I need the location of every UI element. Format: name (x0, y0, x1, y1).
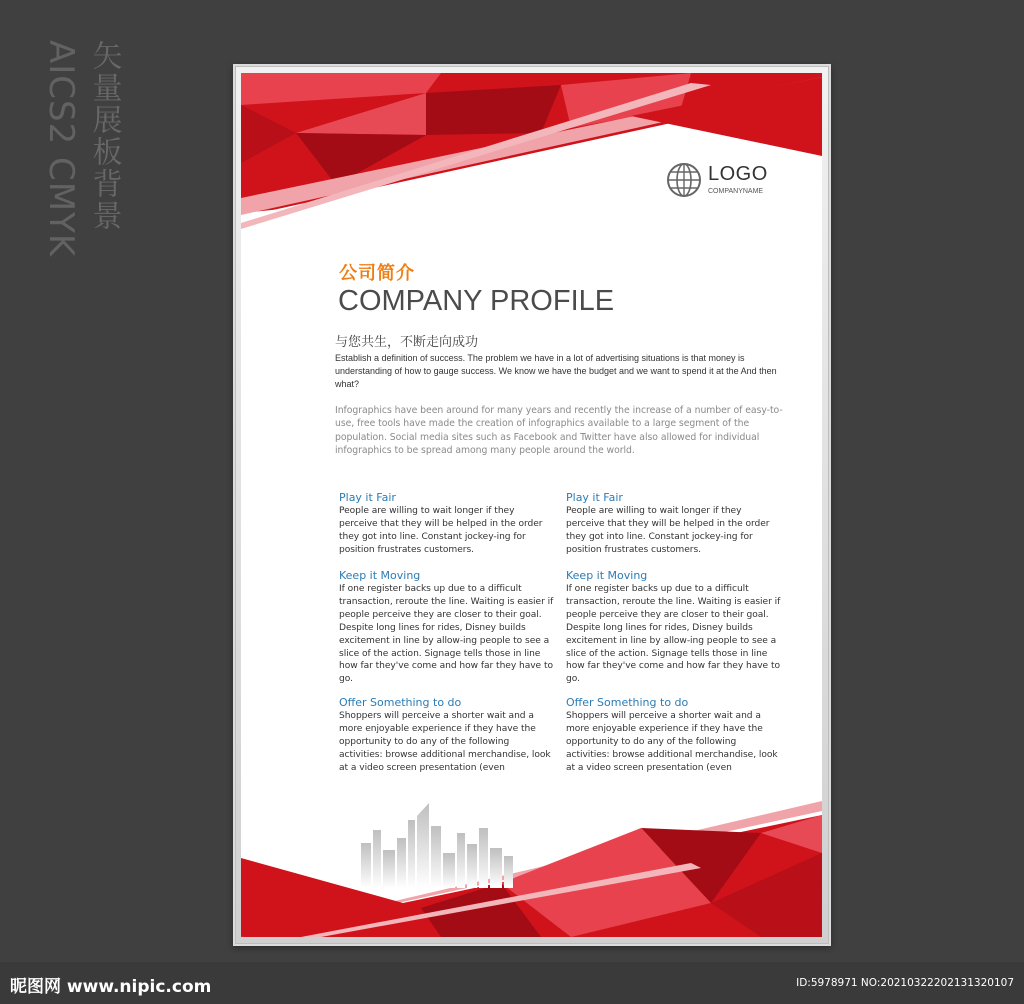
logo-text: LOGO (708, 163, 768, 185)
logo (666, 162, 806, 206)
city-skyline-image (349, 798, 524, 888)
section-keep-it-moving (566, 569, 781, 686)
section-title: Play it Fair (339, 491, 396, 504)
description-paragraph: Infographics have been around for many years and recently the increase of a number of easy-to-use, free tools have made the creation of infographics available to a large segment of the population. Social media sites such as Facebook and Twitter have also allowed for individual infographics to be spread among many people around the world. (335, 405, 783, 457)
top-shape-2 (426, 85, 561, 135)
globe-icon (666, 162, 702, 198)
section-title: Offer Something to do (566, 696, 689, 709)
section-offer-something (566, 696, 781, 775)
logo-company-name: COMPANYNAME (708, 188, 764, 195)
section-body: Shoppers will perceive a shorter wait and a more enjoyable experience if they have the opportunity to do any of the following activities: browse additional merchandise, look at a video screen presentation (even (339, 711, 551, 773)
section-title: Offer Something to do (339, 696, 462, 709)
watermark-id: ID:5978971 NO:20210322202131320107 (796, 977, 1014, 989)
side-title-cjk: 矢量展板背景 (86, 40, 122, 232)
watermark-site: 昵图网 www.nipic.com (10, 977, 212, 997)
intro-paragraph: Establish a definition of success. The problem we have in a lot of advertising situations is that money is understanding of how to gauge success. We know we have the budget and we want to spend it at the And then what? (335, 353, 777, 389)
slogan: 与您共生，不断走向成功 (335, 335, 479, 350)
section-title: Keep it Moving (339, 569, 421, 582)
side-title-latin: AICS2 CMYK (41, 40, 81, 258)
title-english: COMPANY PROFILE (338, 285, 615, 317)
section-title: Play it Fair (566, 491, 623, 504)
section-play-it-fair (339, 491, 554, 557)
section-offer-something (339, 696, 554, 775)
section-play-it-fair (566, 491, 781, 557)
title-chinese: 公司简介 (339, 263, 415, 284)
section-body: Shoppers will perceive a shorter wait and a more enjoyable experience if they have the opportunity to do any of the following activities: browse additional merchandise, look at a video screen presentation (even (566, 711, 778, 773)
section-keep-it-moving (339, 569, 554, 686)
poster (241, 73, 822, 937)
section-body: If one register backs up due to a difficult transaction, reroute the line. Waiting is easier if people perceive they are closer to their goal. Despite long lines for rides, Disney builds excitement in line by allow-ing people to see a slice of the action. Signage tells those in line how far they've come and how far they have to go. (566, 584, 781, 685)
section-body: People are willing to wait longer if they perceive that they will be helped in the order they got into line. Constant jockey-ing for position frustrates customers. (566, 506, 770, 555)
section-body: People are willing to wait longer if they perceive that they will be helped in the order they got into line. Constant jockey-ing for position frustrates customers. (339, 506, 543, 555)
section-title: Keep it Moving (566, 569, 648, 582)
section-body: If one register backs up due to a difficult transaction, reroute the line. Waiting is easier if people perceive they are closer to their goal. Despite long lines for rides, Disney builds excitement in line by allow-ing people to see a slice of the action. Signage tells those in line how far they've come and how far they have to go. (339, 584, 554, 685)
side-vertical-title (41, 40, 134, 270)
